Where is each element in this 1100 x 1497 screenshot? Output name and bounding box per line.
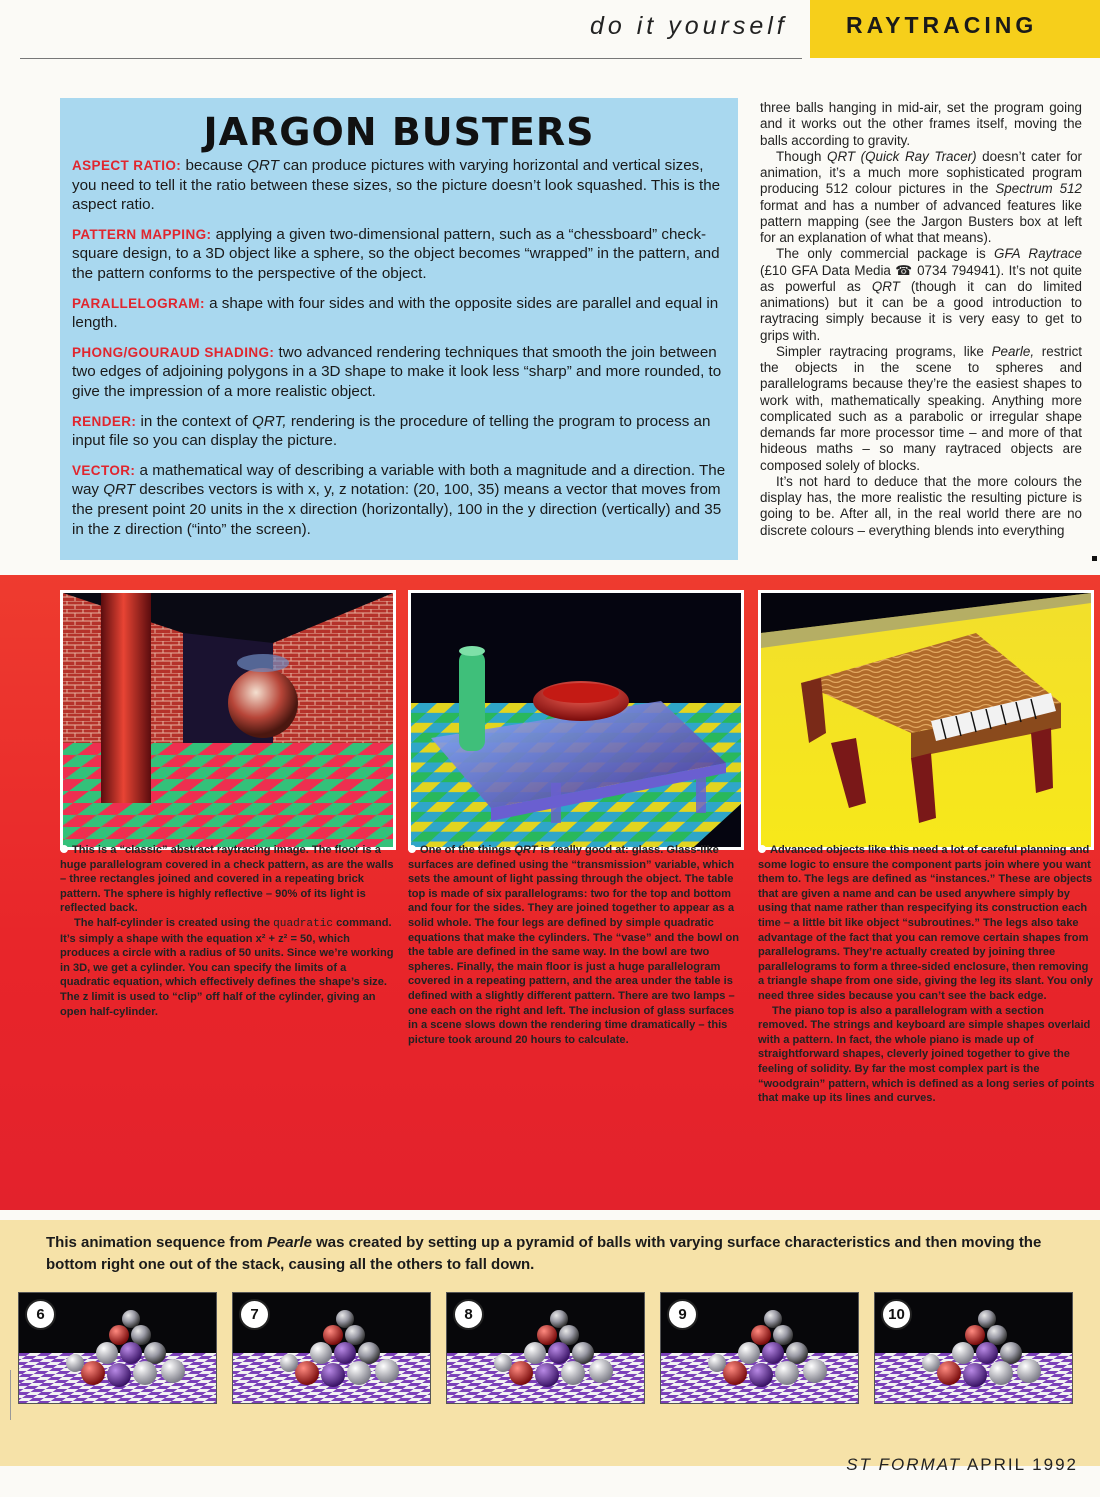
caption-text: command. It’s simply a shape with the equation x² + z² = 50, which produces a circle with a radius of 50 units. Since we’re working in 3D, we get a cylinder. You can specify the limits of a quadratic equation, which effectively defines the shape’s size. The z limit is used to “clip” off half of the cylinder, giving an open half-cylinder.	[60, 916, 394, 1018]
animation-strip	[0, 1220, 1100, 1466]
animation-intro	[46, 1232, 1056, 1276]
body-emphasis: QRT (Quick Ray Tracer)	[827, 148, 977, 164]
body-text: (£10 GFA Data Media ☎ 0734 794941). It’s not quite as powerful as	[760, 262, 1082, 294]
jargon-entries	[72, 156, 726, 549]
caption-paragraph	[60, 843, 397, 916]
caption-glass-table	[408, 843, 745, 1047]
magazine-name: ST FORMAT	[846, 1455, 962, 1474]
jargon-entry	[72, 225, 726, 284]
caption-text: This is a “classic” abstract raytracing image. The floor is a huge parallelogram covered in a check pattern, as are the walls – three rectangles joined and covered in a repeating brick pattern. The sphere is highly reflective – 90% of its light is reflected back.	[60, 844, 394, 915]
body-paragraph	[760, 344, 1082, 474]
grand-piano-render	[761, 593, 1091, 847]
classic-room-render	[63, 593, 393, 847]
jargon-definition: a mathematical way of describing a variable with both a magnitude and a direction. The way	[72, 461, 726, 499]
intro-text: was created by setting up a pyramid of balls with varying surface characteristics and then moving the bottom right one out of the stack, causing all the others to fall down.	[46, 1234, 1042, 1273]
raytrace-image-glass-table	[408, 590, 744, 850]
jargon-entry	[72, 412, 726, 451]
jargon-term: RENDER:	[72, 413, 137, 429]
animation-frame	[874, 1292, 1073, 1404]
body-paragraph: three balls hanging in mid-air, set the program going and it works out the other frames itself, moving the balls according to gravity.	[760, 100, 1082, 148]
issue-date: APRIL 1992	[966, 1455, 1078, 1474]
jargon-term: PATTERN MAPPING:	[72, 226, 212, 242]
animation-frame	[660, 1292, 859, 1404]
animation-frame	[446, 1292, 645, 1404]
jargon-emphasis: QRT,	[252, 412, 287, 430]
jargon-entry	[72, 156, 726, 215]
continues-marker	[1092, 556, 1097, 561]
body-text: Though	[776, 148, 828, 164]
animation-frame	[232, 1292, 431, 1404]
jargon-entry	[72, 343, 726, 402]
caption-classic-room	[60, 843, 397, 1019]
header-rule	[20, 58, 802, 59]
caption-paragraph	[408, 843, 745, 1047]
caption-text: One of the things	[420, 844, 515, 856]
body-text: The only commercial package is	[776, 246, 995, 262]
body-text: (though it can do limited animations) but it can be a good introduction to raytracing simply because it is very easy to get to grips with.	[760, 278, 1082, 343]
raytrace-image-classic-room	[60, 590, 396, 850]
screenshot-panel	[0, 575, 1100, 1210]
caption-emphasis: QRT	[514, 844, 538, 856]
jargon-definition-cont: can produce pictures with varying horizontal and vertical sizes, you need to tell it the ratio between these sizes, so the picture doesn’t look squashed. This is the aspect ratio.	[72, 157, 721, 214]
frame-number: 10	[881, 1299, 912, 1330]
jargon-definition-cont: rendering is the procedure of telling the program to process an input file so you can display the picture.	[72, 412, 711, 450]
caption-grand-piano	[758, 843, 1095, 1106]
body-text: doesn’t cater for animation, it’s a much more sophisticated program producing 512 colour pictures in the	[760, 148, 1082, 197]
section-label: do it yourself	[590, 12, 788, 40]
jargon-term: PARALLELOGRAM:	[72, 295, 205, 311]
body-paragraph	[760, 149, 1082, 247]
caption-paragraph	[60, 916, 397, 1019]
section-tag	[810, 0, 1100, 58]
bullet-icon	[408, 845, 416, 853]
glass-table-render	[411, 593, 741, 847]
jargon-definition: because	[185, 157, 248, 174]
caption-code: quadratic	[273, 917, 334, 930]
jargon-definition: applying a given two-dimensional pattern, such as a “chessboard” check-square design, to a 3D object like a sphere, so the object becomes “wrapped” in the pattern, and the pattern conforms to the perspective of the object.	[72, 225, 720, 282]
jargon-definition-cont: describes vectors is with x, y, z notation: (20, 100, 35) means a vector that moves from the present point 20 units in the x direction (horizontally), 100 in the y direction (vertically) and 35 in the z direction (“into” the screen).	[72, 481, 722, 538]
jargon-term: PHONG/GOURAUD SHADING:	[72, 344, 275, 360]
frame-number: 8	[453, 1299, 484, 1330]
intro-emphasis: Pearle	[266, 1234, 312, 1251]
jargon-entry	[72, 294, 726, 333]
body-text: Simpler raytracing programs, like	[776, 343, 992, 359]
margin-mark	[10, 1370, 11, 1420]
bullet-icon	[60, 845, 68, 853]
frame-number: 7	[239, 1299, 270, 1330]
page-footer	[846, 1455, 1078, 1475]
caption-text: The half-cylinder is created using the	[74, 916, 274, 929]
jargon-definition: in the context of	[140, 412, 252, 430]
jargon-entry	[72, 461, 726, 539]
section-tag-text: RAYTRACING	[846, 12, 1038, 38]
caption-text: Advanced objects like this need a lot of careful planning and some logic to ensure the component parts join where you want them to. The legs are defined as “instances.” These are objects that are given a name and can be used anywhere simply by using that name rather than respecifying its construction each time – a little bit like object “subroutines.” The legs also take advantage of the fact that you can remove certain shapes from parallelograms. They’re actually created by joining three parallelograms to form a three-sided enclosure, then removing a triangle shape from one side, giving the leg its slant. You only need three sides because you can’t see the back edge.	[758, 844, 1093, 1002]
bullet-icon	[758, 845, 766, 853]
caption-paragraph: The piano top is also a parallelogram with a section removed. The strings and keyboard are simple shapes overlaid with a pattern. In fact, the whole piano is made up of straightforward shapes, cleverly joined together to give the feeling of solidity. By far the most complex part is the “woodgrain” pattern, which is defined as a long series of points that make up its lines and curves.	[758, 1004, 1095, 1105]
article-body-column	[760, 100, 1082, 539]
jargon-definition: a shape with four sides and with the opposite sides are parallel and equal in length.	[72, 294, 719, 332]
raytrace-image-grand-piano	[758, 590, 1094, 850]
body-emphasis: Pearle,	[991, 343, 1035, 359]
jargon-emphasis: QRT	[103, 481, 136, 499]
body-emphasis: QRT	[871, 278, 900, 294]
caption-paragraph	[758, 843, 1095, 1004]
jargon-term: ASPECT RATIO:	[72, 158, 182, 173]
body-emphasis: Spectrum 512	[995, 181, 1082, 197]
jargon-emphasis: QRT	[247, 157, 279, 174]
animation-frame	[18, 1292, 217, 1404]
jargon-title: JARGON BUSTERS	[203, 110, 595, 154]
body-paragraph	[760, 246, 1082, 344]
intro-text: This animation sequence from	[46, 1234, 267, 1251]
caption-text: is really good at: glass. Glass-like surfaces are defined using the “transmission” variable, which sets the amount of light passing through the object. The table top is made of six parallelograms: two for the top and bottom and four for the sides. They are joined together to appear as a solid whole. The four legs are defined by simple quadratic equations that make the cylinders. The “vase” and the bowl on the table are defined in the same way. In the bowl are two spheres. Finally, the main floor is just a huge parallelogram covered in a repeating pattern, and the area under the table is defined with a slightly different pattern. There are two lamps – one each on the right and left. The inclusion of glass surfaces in a scene slows down the rendering time dramatically – this picture took around 20 hours to calculate.	[408, 844, 740, 1046]
frame-number: 9	[667, 1299, 698, 1330]
body-text: restrict the objects in the scene to spheres and parallelograms because they’re the easiest shapes to work with, mathematically speaking. Anything more complicated such as a parabolic or irregular shape demands far more processor time – and more of that hideous maths – so many raytraced objects are composed solely of blocks.	[760, 343, 1082, 473]
jargon-definition: two advanced rendering techniques that smooth the join between two edges of adjoining polygons in a 3D shape to make it look less “sharp” and more rounded, to give the impression of a more realistic object.	[72, 343, 722, 400]
body-emphasis: GFA Raytrace	[994, 246, 1082, 262]
jargon-term: VECTOR:	[72, 462, 136, 478]
frame-number: 6	[25, 1299, 56, 1330]
body-paragraph: It’s not hard to deduce that the more colours the display has, the more realistic the resulting picture is going to be. After all, in the real world there are no discrete colours – everything blends into everything	[760, 473, 1082, 538]
body-text: format and has a number of advanced features like pattern mapping (see the Jargon Busters box at left for an explanation of what that means).	[760, 197, 1082, 245]
jargon-busters-box	[60, 98, 738, 560]
